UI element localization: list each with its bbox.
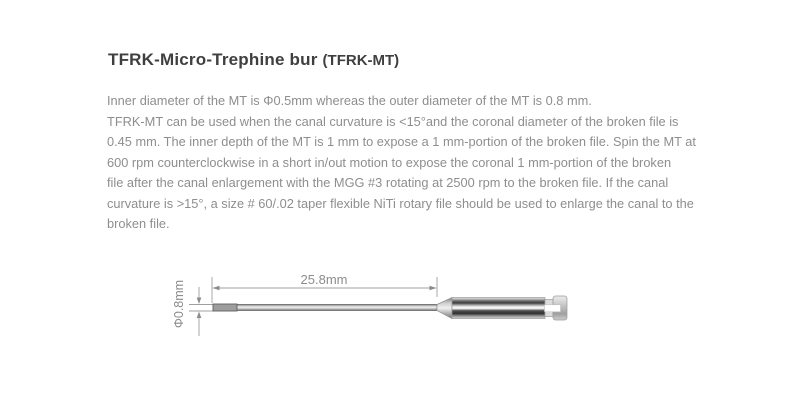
bur-taper — [437, 298, 452, 319]
length-arrow-right — [430, 286, 437, 291]
description-line: file after the canal enlargement with the MGG #3 rotating at 2500 rpm to the broken file. If the canal — [107, 175, 669, 190]
length-arrow-left — [213, 286, 220, 291]
bur-tip — [213, 304, 237, 311]
bur-shaft — [236, 305, 437, 311]
description-paragraph — [107, 91, 696, 235]
page-title — [108, 50, 399, 70]
length-dimension-label: 25.8mm — [300, 272, 348, 287]
description-line: broken file. — [107, 216, 170, 231]
description-line: Inner diameter of the MT is Φ0.5mm whereas the outer diameter of the MT is 0.8 mm. — [107, 93, 592, 108]
instrument-diagram — [150, 260, 590, 345]
bur-handle — [452, 298, 545, 319]
diameter-dimension-label: Φ0.8mm — [172, 279, 186, 329]
bur-latch-notch — [545, 305, 561, 312]
description-line: TFRK-MT can be used when the canal curvature is <15°and the coronal diameter of the broken file is — [107, 113, 679, 129]
page-title-main: TFRK-Micro-Trephine bur — [108, 50, 318, 69]
page-title-code: (TFRK-MT) — [322, 52, 400, 69]
diameter-dimension — [189, 287, 214, 336]
diameter-arrow-up — [197, 312, 202, 319]
description-line: curvature is >15°, a size # 60/.02 taper flexible NiTi rotary file should be used to enlarge the canal to the — [107, 195, 694, 211]
diameter-arrow-down — [197, 298, 202, 305]
trephine-bur — [213, 296, 567, 320]
description-line: 0.45 mm. The inner depth of the MT is 1 mm to expose a 1 mm-portion of the broken file. Spin the MT at — [107, 134, 696, 149]
description-line: 600 rpm counterclockwise in a short in/out motion to expose the coronal 1 mm-portion of the broken — [107, 154, 672, 170]
